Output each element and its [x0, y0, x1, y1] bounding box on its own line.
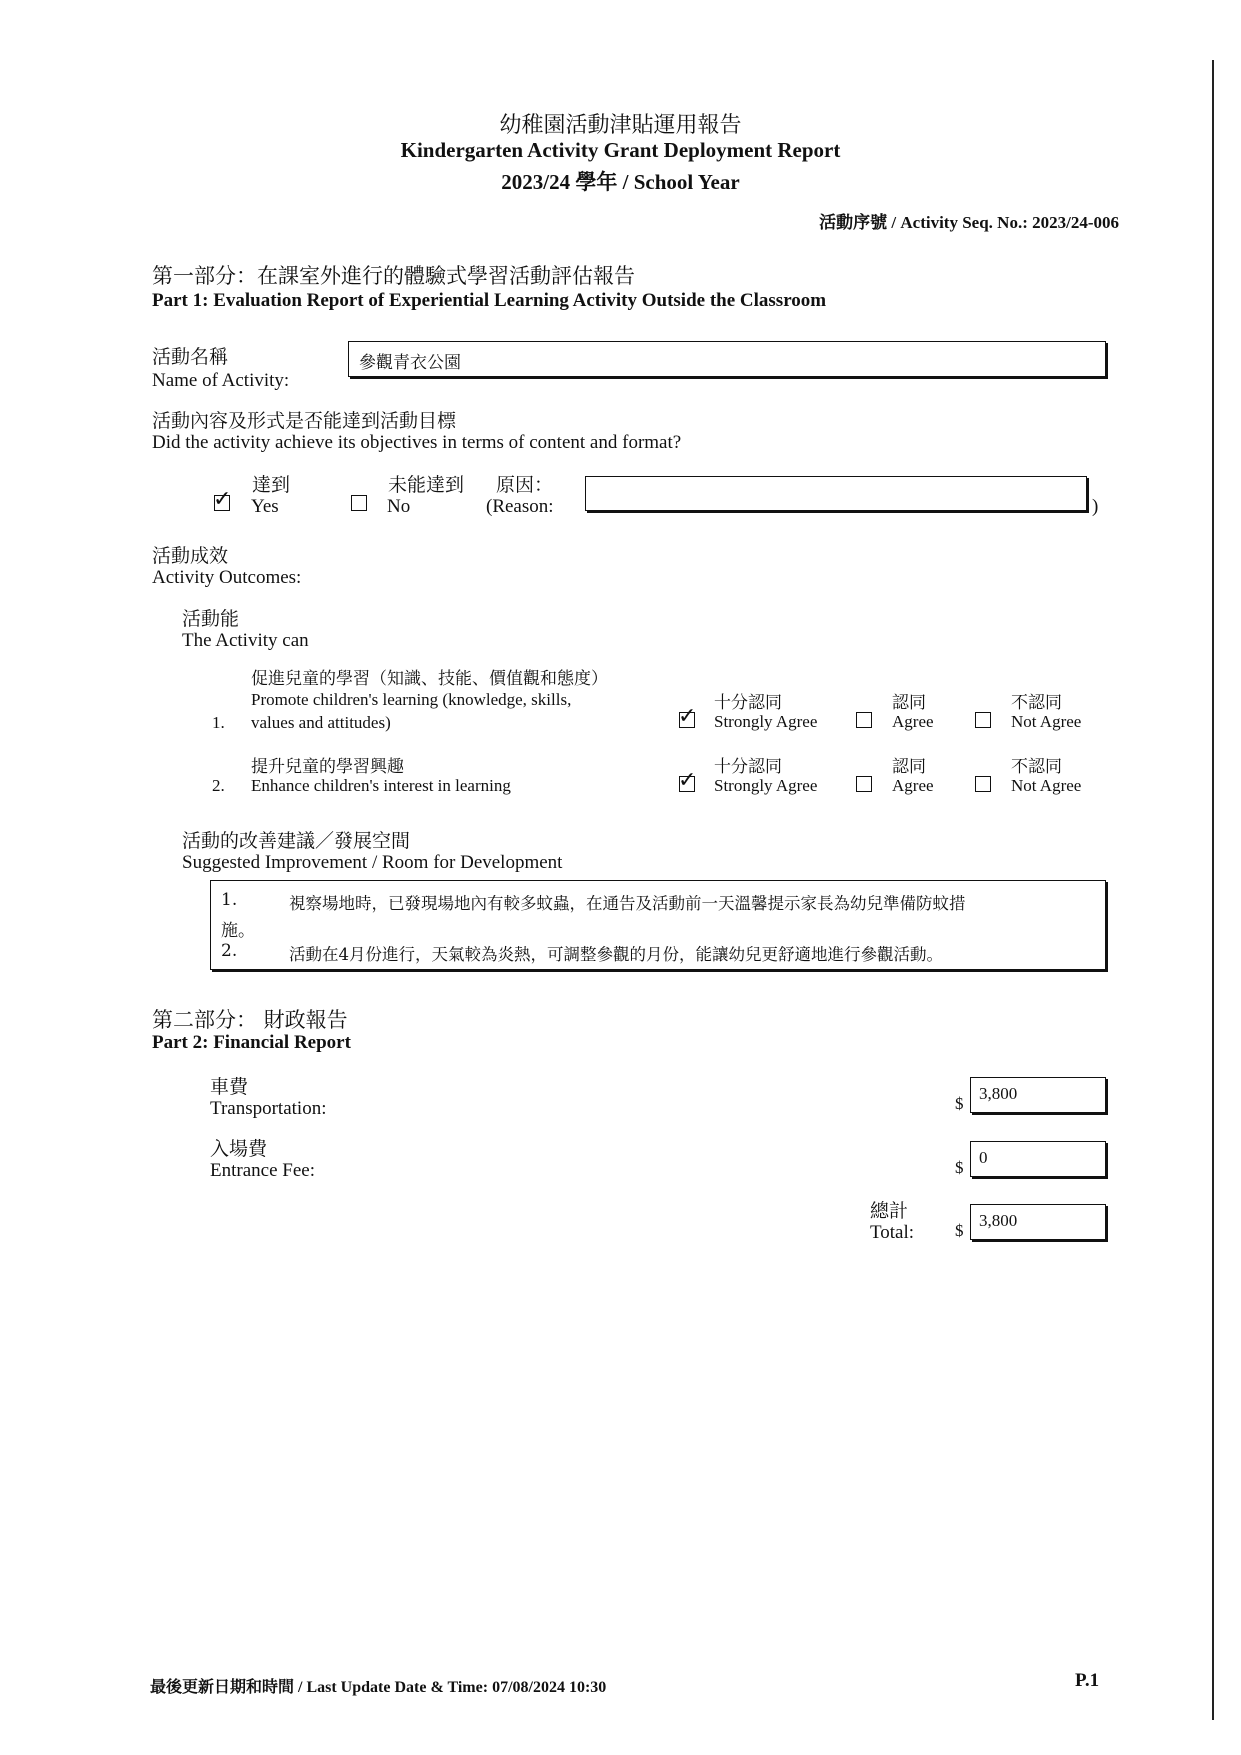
- yes-label-zh: 達到: [252, 474, 291, 496]
- outcomes-label-en: Activity Outcomes:: [152, 567, 302, 588]
- total-currency: $: [955, 1221, 964, 1240]
- activity-can-zh: 活動能: [182, 608, 240, 630]
- part1-heading-zh: 第一部分：在課室外進行的體驗式學習活動評估報告: [152, 264, 635, 288]
- yes-label-en: Yes: [251, 496, 279, 517]
- improvement-box[interactable]: [210, 880, 1106, 970]
- item-2-agree-en: Agree: [892, 776, 934, 795]
- activity-name-label-en: Name of Activity:: [152, 370, 290, 391]
- item-2-not-agree-zh: 不認同: [1011, 757, 1062, 777]
- item-1-not-agree-zh: 不認同: [1011, 693, 1062, 713]
- total-value: 3,800: [979, 1211, 1018, 1230]
- school-year: 2023/24 學年 / School Year: [501, 170, 740, 194]
- item-1-not-agree-checkbox[interactable]: [975, 712, 991, 728]
- improvement-1-text-cont: 施。: [221, 921, 255, 941]
- item-1-text-en-line2: values and attitudes): [251, 713, 391, 732]
- activity-seq-no: 活動序號 / Activity Seq. No.: 2023/24-006: [819, 213, 1119, 232]
- transport-value: 3,800: [979, 1084, 1018, 1103]
- transport-field[interactable]: [970, 1077, 1106, 1113]
- total-label-en: Total:: [870, 1222, 915, 1243]
- no-label-zh: 未能達到: [388, 474, 465, 496]
- item-1-strongly-agree-zh: 十分認同: [714, 693, 782, 713]
- report-title-zh: 幼稚園活動津貼運用報告: [499, 113, 742, 138]
- improvement-1-number: 1.: [221, 890, 238, 910]
- activity-name-value: 參觀青衣公園: [359, 353, 461, 373]
- reason-close-paren: ): [1092, 496, 1099, 517]
- part2-heading-zh: 第二部分： 財政報告: [152, 1008, 348, 1032]
- item-1-text-en-line1: Promote children's learning (knowledge, skills,: [251, 690, 572, 709]
- item-2-strongly-agree-zh: 十分認同: [714, 757, 782, 777]
- improvement-label-en: Suggested Improvement / Room for Development: [182, 852, 563, 873]
- entrance-value: 0: [979, 1148, 988, 1167]
- item-2-not-agree-checkbox[interactable]: [975, 776, 991, 792]
- activity-name-label-zh: 活動名稱: [152, 346, 229, 368]
- item-1-agree-zh: 認同: [892, 693, 926, 713]
- reason-field[interactable]: [585, 476, 1087, 511]
- item-2-agree-checkbox[interactable]: [856, 776, 872, 792]
- scan-edge-line: [1212, 60, 1214, 1720]
- outcomes-label-zh: 活動成效: [152, 545, 229, 567]
- entrance-field[interactable]: [970, 1141, 1106, 1177]
- item-2-text-zh: 提升兒童的學習興趣: [251, 757, 404, 777]
- transport-currency: $: [955, 1094, 964, 1113]
- last-update: 最後更新日期和時間 / Last Update Date & Time: 07/08/2024 10:30: [150, 1679, 607, 1696]
- item-2-not-agree-en: Not Agree: [1011, 776, 1082, 795]
- entrance-currency: $: [955, 1158, 964, 1177]
- objective-question-zh: 活動內容及形式是否能達到活動目標: [152, 410, 457, 432]
- item-2-strongly-agree-en: Strongly Agree: [714, 776, 818, 795]
- improvement-1-text: 視察場地時，已發現場地內有較多蚊蟲，在通告及活動前一天溫馨提示家長為幼兒準備防蚊措: [289, 894, 966, 913]
- part1-heading-en: Part 1: Evaluation Report of Experiential Learning Activity Outside the Classroom: [152, 290, 827, 311]
- check-mark-icon: ✓: [678, 704, 697, 729]
- part2-heading-en: Part 2: Financial Report: [152, 1032, 351, 1053]
- total-field[interactable]: [970, 1204, 1106, 1240]
- item-1-agree-checkbox[interactable]: [856, 712, 872, 728]
- item-1-text-zh: 促進兒童的學習（知識、技能、價值觀和態度）: [251, 669, 608, 689]
- no-checkbox[interactable]: [351, 495, 367, 511]
- item-1-not-agree-en: Not Agree: [1011, 712, 1082, 731]
- item-1-agree-en: Agree: [892, 712, 934, 731]
- item-1-strongly-agree-en: Strongly Agree: [714, 712, 818, 731]
- item-2-number: 2.: [212, 776, 225, 795]
- check-mark-icon: ✓: [213, 487, 232, 512]
- item-2-text-en: Enhance children's interest in learning: [251, 776, 511, 795]
- item-2-agree-zh: 認同: [892, 757, 926, 777]
- reason-value: [586, 477, 1086, 489]
- transport-label-en: Transportation:: [210, 1098, 327, 1119]
- reason-label-zh: 原因：: [496, 474, 554, 496]
- entrance-label-en: Entrance Fee:: [210, 1160, 315, 1181]
- check-mark-icon: ✓: [678, 768, 697, 793]
- improvement-label-zh: 活動的改善建議／發展空間: [182, 830, 411, 852]
- reason-label-en: (Reason:: [486, 496, 554, 517]
- entrance-label-zh: 入場費: [210, 1138, 268, 1160]
- activity-name-field[interactable]: [348, 341, 1106, 377]
- no-label-en: No: [387, 496, 411, 517]
- improvement-2-text: 活動在4月份進行，天氣較為炎熱，可調整參觀的月份，能讓幼兒更舒適地進行參觀活動。: [289, 945, 943, 964]
- report-title-en: Kindergarten Activity Grant Deployment Report: [400, 138, 841, 162]
- item-1-number: 1.: [212, 713, 225, 732]
- improvement-2-number: 2.: [221, 941, 238, 961]
- page-number: P.1: [1075, 1670, 1100, 1691]
- activity-can-en: The Activity can: [182, 630, 309, 651]
- transport-label-zh: 車費: [210, 1076, 249, 1098]
- total-label-zh: 總計: [870, 1200, 909, 1222]
- objective-question-en: Did the activity achieve its objectives in terms of content and format?: [152, 432, 682, 453]
